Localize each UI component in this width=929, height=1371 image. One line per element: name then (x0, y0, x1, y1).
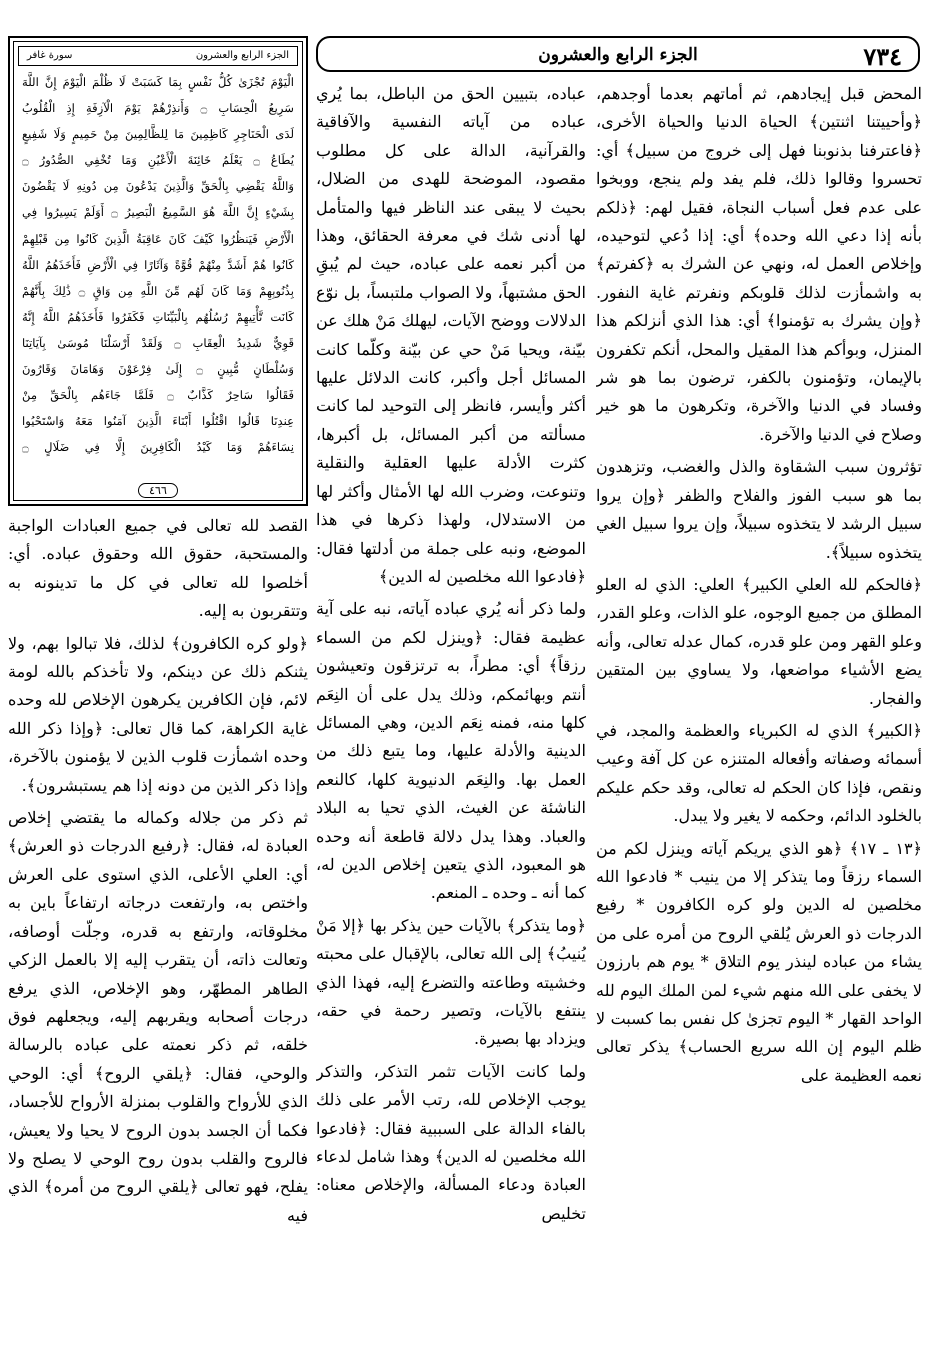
quran-line: الْأَرْضِ فَيَنظُرُوا كَيْفَ كَانَ عَاقِبَةُ الَّذِينَ كَانُوا مِن قَبْلِهِمْ (22, 231, 294, 246)
paragraph: تؤثرون سبب الشقاوة والذل والغضب، وتزهدون بما هو سبب الفوز والفلاح والظفر ﴿وإن يروا سبيل الرشد لا يتخذوه سبيلاً، وإن يروا سبيل الغي يتخذوه سبيلاً﴾. (596, 457, 922, 562)
paragraph: ﴿١٣ ـ ١٧﴾ ﴿هو الذي يريكم آياته وينزل لكم من السماء رزقاً وما يتذكر إلا من ينيب * فادعوا الله مخلصين له الدين ولو كره الكافرون * رفيع الدرجات ذو العرش يُلقي الروح من أمره على من يشاء من عباده لينذر يوم التلاق * يوم هم بارزون لا يخفى على الله منهم شيء لمن الملك اليوم لله الواحد القهار * اليوم تجزىٰ كل نفس بما كسبت لا ظلم اليوم إن الله سريع الحساب﴾ يذكر تعالى نعمه العظيمة على (596, 838, 922, 1085)
paragraph: ﴿الكبير﴾ الذي له الكبرياء والعظمة والمجد، في أسمائه وصفاته وأفعاله المتنزه عن كل آفة وعيب ونقص، فإذا كان الحكم له تعالى، وقد حكم عليكم بالخلود الدائم، وحكمه لا يغير ولا يبدل. (596, 720, 922, 826)
paragraph: المحض قبل إيجادهم، ثم أماتهم بعدما أوجدهم، ﴿وأحييتنا اثنتين﴾ الحياة الدنيا والحياة الأخرى، ﴿فاعترفنا بذنوبنا فهل إلى خروج من سبيل﴾ أي: تحسروا وقالوا ذلك، فلم يفد ولم ينجع، ووبخوا على عدم فعل أسباب النجاة، فقيل لهم: ﴿ذلكم بأنه إذا دعي الله وحده﴾ أي: إذا دُعي لتوحيده، وإخلاص العمل له، ونهي عن الشرك به ﴿كفرتم﴾ به واشمأزت لذلك قلوبكم ونفرتم غاية النفور. ﴿وإن يشرك به تؤمنوا﴾ أي: هذا الذي أنزلكم هذا المنزل، وبوأكم هذا المقيل والمحل، أنكم تكفرون بالإيمان، وتؤمنون بالكفر، ترضون بما هو شر وفساد في الدنيا والآخرة، وتكرهون ما هو خير وصلاح في الدنيا والآخرة. (596, 84, 922, 444)
quran-line: كَانَت تَّأْتِيهِمْ رُسُلُهُم بِالْبَيِّنَاتِ فَكَفَرُوا فَأَخَذَهُمُ اللَّهُ إِنَّهُ (22, 309, 294, 324)
quran-juz-label: الجزء الرابع والعشرون (195, 50, 289, 61)
column-middle (316, 80, 586, 1365)
paragraph: ﴿فالحكم لله العلي الكبير﴾ العلي: الذي له العلو المطلق من جميع الوجوه، علو الذات، وعلو القدر، وعلو القهر ومن علو قدره، كمال عدله تعالى، وأنه يضع الأشياء مواضعها، ولا يساوي بين المتقين والفجار. (596, 574, 922, 708)
paragraph: ﴿وما يتذكر﴾ بالآيات حين يذكر بها ﴿إلا مَنْ يُنيبُ﴾ إلى الله تعالى، بالإقبال على محبته وخشيته وطاعته والتضرع إليه، فهذا الذي ينتفع بالآيات، وتصير رحمة في حقه، ويزداد بها بصيرة. (316, 915, 586, 1049)
quran-line: نِسَاءَهُمْ وَمَا كَيْدُ الْكَافِرِينَ إِلَّا فِي ضَلَالٍ ۝ (22, 440, 294, 455)
quran-sura-name: سورة غافر (27, 50, 73, 61)
quran-line: بِشَيْءٍ إِنَّ اللَّهَ هُوَ السَّمِيعُ الْبَصِيرُ ۝ أَوَلَمْ يَسِيرُوا فِي (22, 205, 294, 220)
paragraph: ولما ذكر أنه يُري عباده آياته، نبه على آية عظيمة فقال: ﴿وينزل لكم من السماء رزقاً﴾ أي: مطراً، به ترتزقون وتعيشون أنتم وبهائمكم، وذلك يدل على أن النِعَم كلها منه، فمنه نِعَم الدين، وهي المسائل الدينية والأدلة عليها، وما يتبع ذلك من العمل بها. والنِعَم الدنيوية كلها، كالنعم الناشئة عن الغيث، الذي تحيا به البلاد والعباد. وهذا يدل دلالة قاطعة أنه وحده هو المعبود، الذي يتعين إخلاص الدين له، كما أنه ـ وحده ـ المنعم. (316, 599, 586, 903)
quran-page-number: ٤٦٦ (138, 483, 178, 498)
juz-title: الجزء الرابع والعشرون (538, 45, 698, 65)
quran-line: فَقَالُوا سَاحِرٌ كَذَّابٌ ۝ فَلَمَّا جَاءَهُم بِالْحَقِّ مِنْ (22, 388, 294, 403)
quran-line: سَرِيعُ الْحِسَابِ ۝ وَأَنذِرْهُمْ يَوْمَ الْآزِفَةِ إِذِ الْقُلُوبُ (22, 101, 294, 116)
page-number: ٧٣٤ (863, 42, 902, 71)
quran-box-header (18, 46, 298, 66)
quran-line: الْيَوْمَ تُجْزَىٰ كُلُّ نَفْسٍ بِمَا كَسَبَتْ لَا ظُلْمَ الْيَوْمَ إِنَّ اللَّهَ (22, 75, 294, 89)
paragraph: عباده، بتبيين الحق من الباطل، بما يُري عباده من آياته النفسية والآفاقية والقرآنية، الدالة على كل مطلوب مقصود، الموضحة للهدى من الضلال، بحيث لا يبقى عند الناظر فيها والمتأمل لها أدنى شك في معرفة الحقائق، وهذا من أكبر نعمه على عباده، حيث لم يُبقِ الحق مشتبهاً، ولا الصواب ملتبساً، بل نوّع الدلالات ووضح الآيات، ليهلك مَنْ هلك عن بيّنة، ويحيا مَنْ حي عن بيّنة وكلّما كانت المسائل أجل وأكبر، كانت الدلائل عليها أكثر وأيسر، فانظر إلى التوحيد لما كانت مسألته من أكبر المسائل، بل أكبرها، كثرت الأدلة عليها العقلية والنقلية وتنوعت، وضرب الله لها الأمثال وأكثر لها من الاستدلال، ولهذا ذكرها في هذا الموضع، ونبه على جملة من أدلتها فقال: ﴿فادعوا الله مخلصين له الدين﴾ (316, 84, 586, 586)
quran-page-footer (14, 484, 302, 497)
quran-line: يُطَاعُ ۝ يَعْلَمُ خَائِنَةَ الْأَعْيُنِ وَمَا تُخْفِي الصُّدُورُ ۝ (22, 153, 294, 168)
paragraph: ﴿ولو كره الكافرون﴾ لذلك، فلا تبالوا بهم، ولا يثنكم ذلك عن دينكم، ولا تأخذكم بالله لومة لائم، فإن الكافرين يكرهون الإخلاص لله وحده غاية الكراهة، كما قال تعالى: ﴿وإذا ذكر الله وحده اشمأزت قلوب الذين لا يؤمنون بالآخرة، وإذا ذكر الذين من دونه إذا هم يستبشرون﴾. (8, 633, 308, 795)
paragraph: ثم ذكر من جلاله وكماله ما يقتضي إخلاص العبادة له، فقال: ﴿رفيع الدرجات ذو العرش﴾ أي: العلي الأعلى، الذي استوى على العرش واختص به، وارتفعت درجاته ارتفاعاً باين به مخلوقاته، وارتفع به قدره، وجلّت أوصافه، وتعالت ذاته، أن يتقرب إليه إلا بالعمل الزكي الطاهر المطهّر، وهو الإخلاص، الذي يرفع درجات أصحابه ويقربهم إليه، ويجعلهم فوق خلقه، ثم ذكر نعمته على عباده بالرسالة والوحي، فقال: ﴿يلقي الروح﴾ أي: الوحي الذي للأرواح والقلوب بمنزلة الأرواح للأجساد، فكما أن الجسد بدون الروح لا يحيا ولا يعيش، فالروح والقلب بدون روح الوحي لا يصلح ولا يفلح، فهو تعالى ﴿يلقي الروح من أمره﴾ الذي فيه (8, 808, 308, 1225)
quran-line: كَانُوا هُمْ أَشَدَّ مِنْهُمْ قُوَّةً وَآثَارًا فِي الْأَرْضِ فَأَخَذَهُمُ اللَّهُ (22, 257, 294, 272)
quran-inner-border (13, 41, 303, 501)
quran-text-box (8, 36, 308, 506)
quran-line: بِذُنُوبِهِمْ وَمَا كَانَ لَهُم مِّنَ اللَّهِ مِن وَاقٍ ۝ ذَٰلِكَ بِأَنَّهُمْ (22, 283, 294, 298)
column-left (8, 512, 308, 1365)
paragraph: القصد لله تعالى في جميع العبادات الواجبة والمستحبة، حقوق الله وحقوق عباده. أي: أخلصوا لله تعالى في كل ما تدينونه به وتتقربون به إليه. (8, 516, 308, 621)
page-header (316, 36, 920, 72)
column-right (596, 80, 922, 1365)
quran-line: قَوِيٌّ شَدِيدُ الْعِقَابِ ۝ وَلَقَدْ أَرْسَلْنَا مُوسَىٰ بِآيَاتِنَا (22, 335, 294, 350)
quran-verses (18, 66, 298, 460)
quran-line: وَسُلْطَانٍ مُّبِينٍ ۝ إِلَىٰ فِرْعَوْنَ وَهَامَانَ وَقَارُونَ (22, 362, 294, 377)
quran-line: لَدَى الْحَنَاجِرِ كَاظِمِينَ مَا لِلظَّالِمِينَ مِنْ حَمِيمٍ وَلَا شَفِيعٍ (22, 127, 294, 142)
quran-line: عِندِنَا قَالُوا اقْتُلُوا أَبْنَاءَ الَّذِينَ آمَنُوا مَعَهُ وَاسْتَحْيُوا (22, 414, 294, 429)
quran-line: وَاللَّهُ يَقْضِي بِالْحَقِّ وَالَّذِينَ يَدْعُونَ مِن دُونِهِ لَا يَقْضُونَ (22, 179, 294, 194)
paragraph: ولما كانت الآيات تثمر التذكر، والتذكر يوجب الإخلاص لله، رتب الأمر على ذلك بالفاء الدالة على السببية فقال: ﴿فادعوا الله مخلصين له الدين﴾ وهذا شامل لدعاء العبادة ودعاء المسألة، والإخلاص معناه: تخليص (316, 1061, 586, 1223)
